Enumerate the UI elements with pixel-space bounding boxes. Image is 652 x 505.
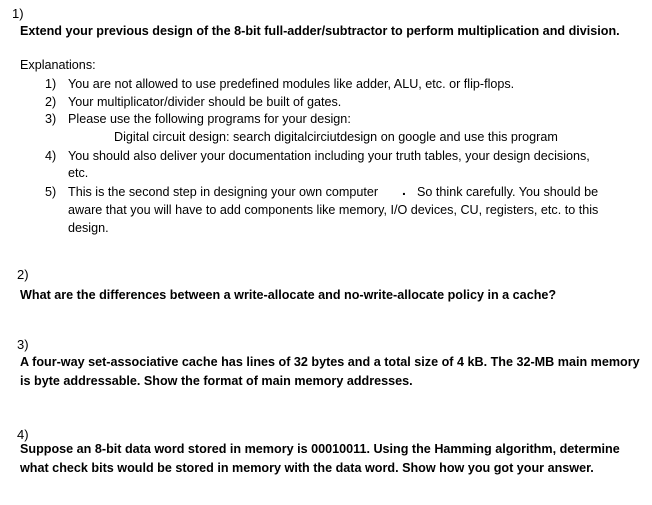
- explanations-label: Explanations:: [20, 58, 96, 72]
- q2-text: What are the differences between a write-allocate and no-write-allocate policy in a cache?: [20, 288, 557, 302]
- q4-text-line: Suppose an 8-bit data word stored in memory is 00010011. Using the Hamming algorithm, determine: [20, 442, 620, 456]
- list-item-text: You are not allowed to use predefined modules like adder, ALU, etc. or flip-flops.: [68, 77, 515, 91]
- list-item-number: 3): [45, 112, 57, 126]
- program-instruction: Digital circuit design: search digitalcirciutdesign on google and use this program: [114, 130, 558, 144]
- list-item-number: 2): [45, 95, 57, 109]
- q4-text-line: what check bits would be stored in memory with the data word. Show how you got your answer.: [20, 461, 594, 475]
- list-item-text: Your multiplicator/divider should be built of gates.: [68, 95, 342, 109]
- list-item-text: Please use the following programs for your design:: [68, 112, 351, 126]
- list-item-number: 1): [45, 77, 57, 91]
- list-item-text: This is the second step in designing your own computer: [68, 185, 379, 199]
- list-item-dot: .: [402, 182, 406, 198]
- list-item-text-continued: design.: [68, 221, 109, 235]
- q3-text-line: is byte addressable. Show the format of main memory addresses.: [20, 374, 413, 388]
- q1-number: 1): [12, 6, 24, 21]
- q2-number: 2): [17, 267, 29, 282]
- q1-title: Extend your previous design of the 8-bit full-adder/subtractor to perform multiplication and division.: [20, 24, 620, 38]
- list-item-text: You should also deliver your documentation including your truth tables, your design decisions,: [68, 149, 590, 163]
- q3-text-line: A four-way set-associative cache has lines of 32 bytes and a total size of 4 kB. The 32-MB main memory: [20, 355, 640, 369]
- list-item-text-tail: So think carefully. You should be: [417, 185, 599, 199]
- list-item-text-continued: aware that you will have to add components like memory, I/O devices, CU, registers, etc. to this: [68, 203, 599, 217]
- q3-number: 3): [17, 337, 29, 352]
- list-item-text-continued: etc.: [68, 166, 89, 180]
- list-item-number: 4): [45, 149, 57, 163]
- q4-number: 4): [17, 427, 29, 442]
- list-item-number: 5): [45, 185, 57, 199]
